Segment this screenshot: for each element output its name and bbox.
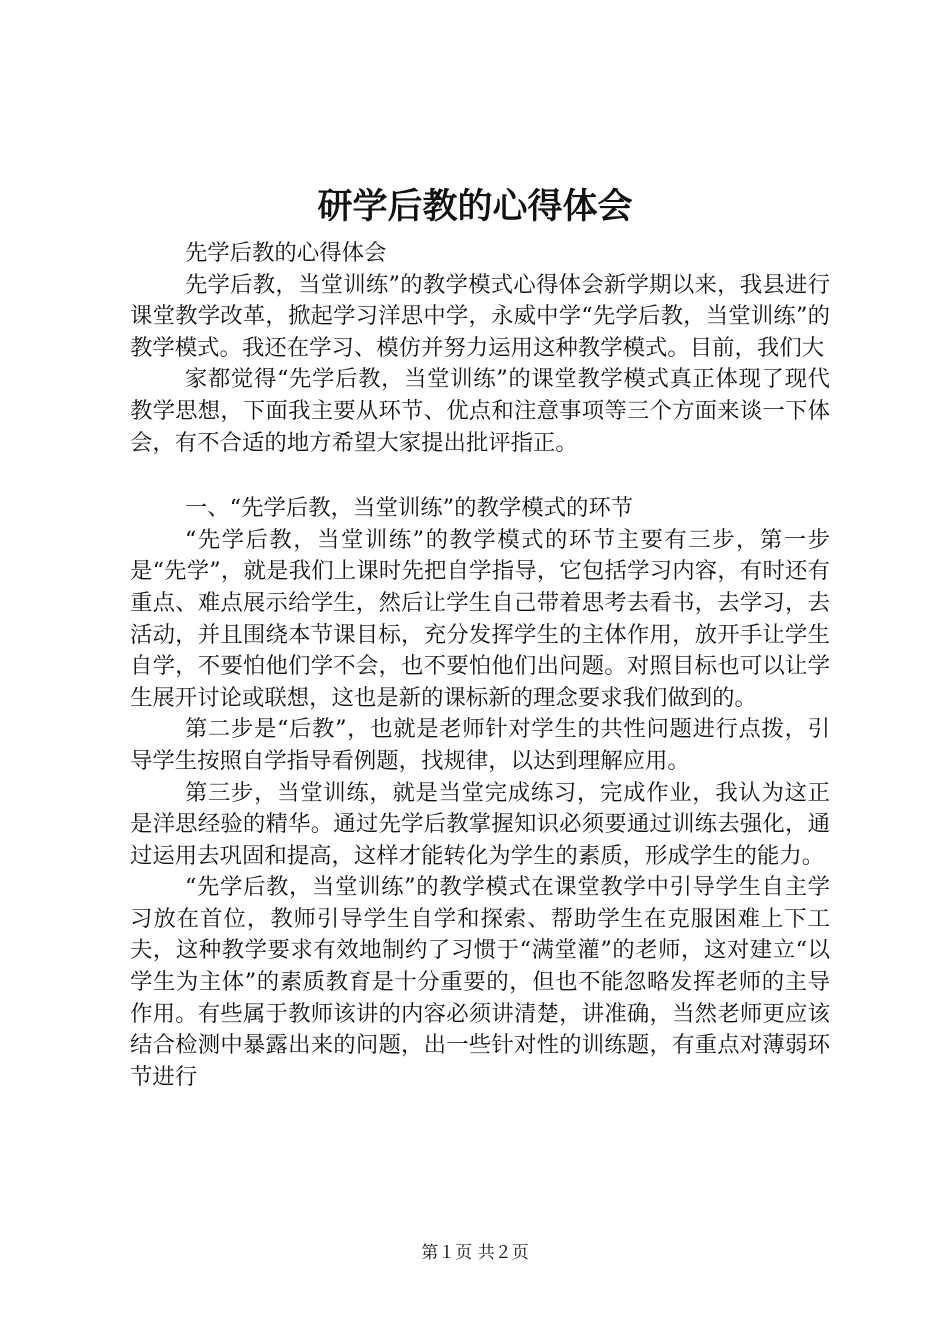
paragraph-subtitle: 先学后教的心得体会 xyxy=(184,240,387,266)
document-title: 研学后教的心得体会 xyxy=(317,186,633,227)
paragraph: “先学后教，当堂训练”的教学模式的环节主要有三步，第一步是“先学”，就是我们上课时先把自学指导，它包括学习内容，有时还有重点、难点展示给学生，然后让学生自己带着思考去看书，去学习，去活动，并且围绕本节课目标，充分发挥学生的主体作用，放开手让学生自学，不要怕他们学不会，也不要怕他们出问题。对照目标也可以让学生展开讨论或联想，这也是新的课标新的理念要求我们做到的。 xyxy=(130,526,830,711)
paragraph: 先学后教，当堂训练”的教学模式心得体会新学期以来，我县进行课堂教学改革，掀起学习洋思中学，永威中学“先学后教，当堂训练”的教学模式。我还在学习、模仿并努力运用这种教学模式。目前，我们大 xyxy=(130,271,830,361)
document-body xyxy=(130,238,830,1093)
paragraph: “先学后教，当堂训练”的教学模式在课堂教学中引导学生自主学习放在首位，教师引导学生自学和探索、帮助学生在克服困难上下工夫，这种教学要求有效地制约了习惯于“满堂灌”的老师，这对建立“以学生为主体”的素质教育是十分重要的，但也不能忽略发挥老师的主导作用。有些属于教师该讲的内容必须讲清楚，讲准确，当然老师更应该结合检测中暴露出来的问题，出一些针对性的训练题，有重点对薄弱环节进行 xyxy=(130,874,830,1090)
page-footer: 第１页 共２页 xyxy=(421,1243,529,1263)
paragraph: 第二步是“后教”，也就是老师针对学生的共性问题进行点拨，引导学生按照自学指导看例题，找规律，以达到理解应用。 xyxy=(130,716,830,774)
paragraph: 第三步，当堂训练，就是当堂完成练习，完成作业，我认为这正是洋思经验的精华。通过先学后教掌握知识必须要通过训练去强化，通过运用去巩固和提高，这样才能转化为学生的素质，形成学生的能力。 xyxy=(130,779,830,869)
paragraph: 家都觉得“先学后教，当堂训练”的课堂教学模式真正体现了现代教学思想，下面我主要从环节、优点和注意事项等三个方面来谈一下体会，有不合适的地方希望大家提出批评指正。 xyxy=(130,366,830,456)
section-heading: 一、“先学后教，当堂训练”的教学模式的环节 xyxy=(184,495,634,522)
